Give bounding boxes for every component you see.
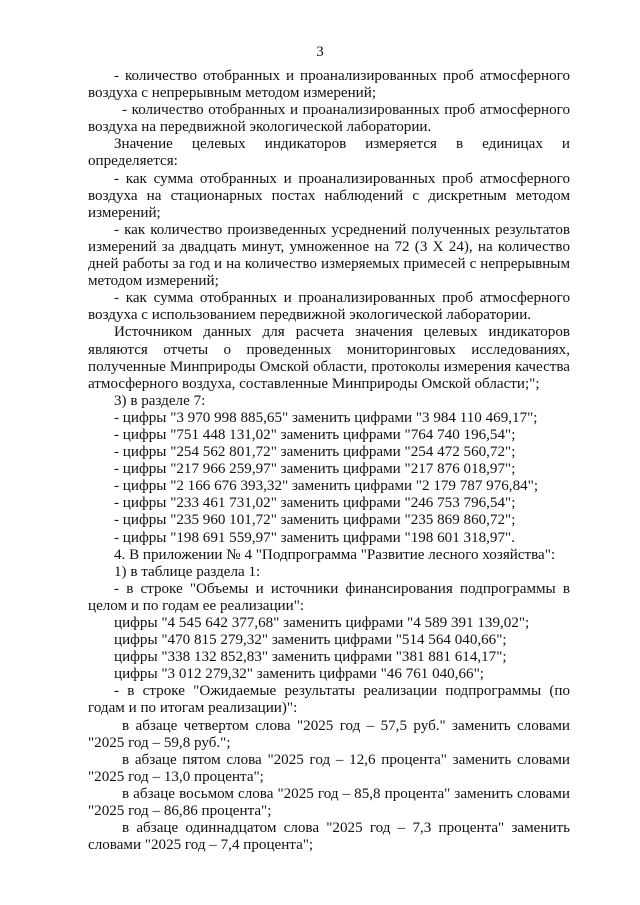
list-item: - цифры "2 166 676 393,32" заменить цифрами "2 179 787 976,84"; (114, 478, 539, 495)
list-item: - цифры "233 461 731,02" заменить цифрами "246 753 796,54"; (114, 495, 516, 512)
paragraph: - в строке "Ожидаемые результаты реализации подпрограммы (по годам и по итогам реализации)": (88, 683, 570, 717)
list-item: - цифры "235 960 101,72" заменить цифрами "235 869 860,72"; (114, 512, 516, 529)
paragraph: - как сумма отобранных и проанализированных проб атмосферного воздуха на стационарных постах наблюдений с дискретным методом измерений; (88, 170, 570, 221)
list-item: - цифры "198 691 559,97" заменить цифрами "198 601 318,97". (114, 529, 515, 546)
paragraph: 1) в таблице раздела 1: (114, 563, 261, 580)
list-item: цифры "470 815 279,32" заменить цифрами "514 564 040,66"; (114, 632, 507, 649)
list-item: - цифры "751 448 131,02" заменить цифрами "764 740 196,54"; (114, 426, 516, 443)
paragraph: в абзаце восьмом слова "2025 год – 85,8 процента" заменить словами "2025 год – 86,86 процента"; (88, 785, 570, 820)
list-item: - цифры "217 966 259,97" заменить цифрами "217 876 018,97"; (114, 461, 516, 478)
list-item: цифры "338 132 852,83" заменить цифрами "381 881 614,17"; (114, 649, 507, 666)
paragraph: Значение целевых индикаторов измеряется в единицах и определяется: (88, 136, 570, 170)
paragraph: - количество отобранных и проанализированных проб атмосферного воздуха с непрерывным методом измерений; (88, 68, 570, 102)
paragraph: 4. В приложении № 4 "Подпрограмма "Развитие лесного хозяйства": (114, 546, 556, 563)
document-body (88, 68, 570, 854)
page-number: 3 (316, 44, 324, 60)
list-item: цифры "3 012 279,32" заменить цифрами "46 761 040,66"; (114, 666, 484, 683)
list-item: цифры "4 545 642 377,68" заменить цифрами "4 589 391 139,02"; (114, 615, 530, 631)
paragraph: в абзаце одиннадцатом слова "2025 год – 7,3 процента" заменить словами "2025 год – 7,4 процента"; (88, 820, 570, 854)
list-item: - цифры "3 970 998 885,65" заменить цифрами "3 984 110 469,17"; (114, 409, 538, 426)
paragraph: - как сумма отобранных и проанализированных проб атмосферного воздуха с использованием передвижной экологической лаборатории. (88, 290, 570, 324)
paragraph: в абзаце пятом слова "2025 год – 12,6 процента" заменить словами "2025 год – 13,0 процента"; (88, 751, 570, 785)
paragraph: 3) в разделе 7: (114, 392, 206, 409)
paragraph: в абзаце четвертом слова "2025 год – 57,5 руб." заменить словами "2025 год – 59,8 руб."; (88, 717, 570, 751)
paragraph: - как количество произведенных усреднений полученных результатов измерений за двадцать минут, умноженное на 72 (3 Х 24), на количество дней работы за год и на количество измеряемых примесей с непрерывным методом измерений; (88, 221, 570, 290)
paragraph: - в строке "Объемы и источники финансирования подпрограммы в целом и по годам ее реализации": (88, 580, 570, 614)
paragraph: - количество отобранных и проанализированных проб атмосферного воздуха на передвижной экологической лаборатории. (88, 102, 570, 136)
paragraph: Источником данных для расчета значения целевых индикаторов являются отчеты о проведенных мониторинговых исследованиях, полученные Минприроды Омской области, протоколы измерения качества атмосферного воздуха, составленные Минприроды Омской области;"; (88, 324, 570, 392)
list-item: - цифры "254 562 801,72" заменить цифрами "254 472 560,72"; (114, 444, 516, 461)
